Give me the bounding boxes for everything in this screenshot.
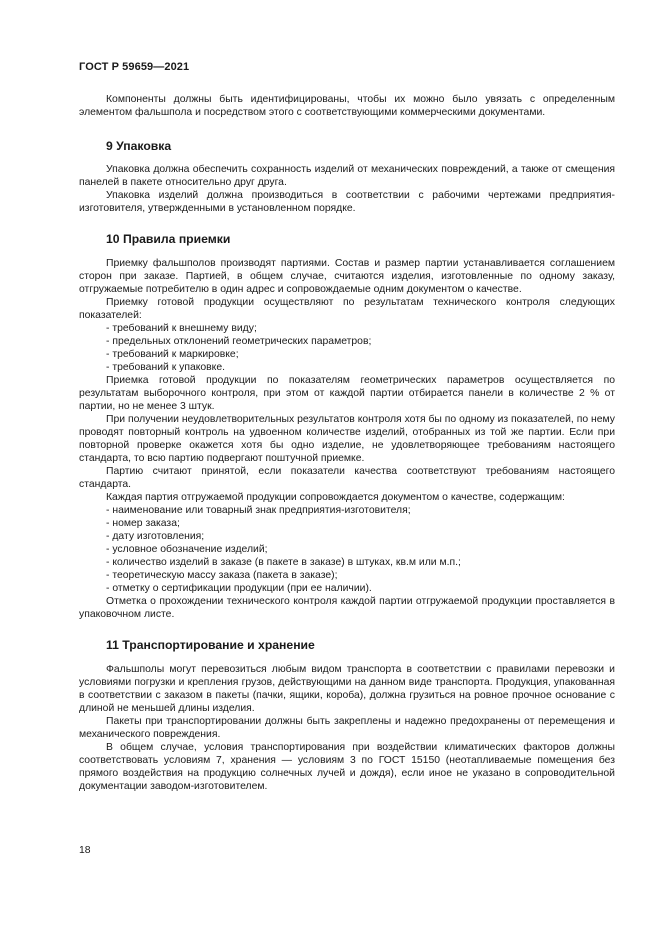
list-item: - требований к маркировке; [106, 349, 239, 360]
section-9-heading: 9 Упаковка [106, 139, 172, 153]
standard-header: ГОСТ Р 59659—2021 [79, 61, 190, 73]
list-item: - дату изготовления; [106, 531, 205, 542]
list-item: - условное обозначение изделий; [106, 544, 268, 555]
paragraph: При получении неудовлетворительных результатов контроля хотя бы по одному из показателей, по нему проводят повторный контроль на удвоенном количестве изделий, отобранных из той же партии. Если при повторной проверке окажется хотя бы одно изделие, не удовлетворяющее требованиям настоящего стандарта, то всю партию подвергают поштучной приемке. [79, 414, 615, 464]
page-content [79, 93, 615, 793]
paragraph: Фальшполы могут перевозиться любым видом транспорта в соответствии с правилами перевозки и условиями погрузки и крепления грузов, действующими на данном виде транспорта. Продукция, упакованная в соответствии с заказом в пакеты (пачки, ящики, короба), должна грузиться на ровное прочное основание с длиной не меньшей длины изделия. [79, 664, 615, 714]
intro-paragraph: Компоненты должны быть идентифицированы, чтобы их можно было увязать с определенным элементом фальшпола и посредством этого с соответствующими коммерческими документами. [79, 94, 615, 118]
list-item: - требований к внешнему виду; [106, 323, 257, 334]
list-item: - требований к упаковке. [106, 362, 226, 373]
section-10-heading: 10 Правила приемки [106, 232, 231, 246]
list-item: - теоретическую массу заказа (пакета в заказе); [106, 570, 338, 581]
list-item: - предельных отклонений геометрических параметров; [106, 336, 372, 347]
paragraph: Отметка о прохождении технического контроля каждой партии отгружаемой продукции проставляется в упаковочном листе. [79, 596, 615, 620]
paragraph: Приемку готовой продукции осуществляют по результатам технического контроля следующих показателей: [79, 297, 615, 321]
paragraph: Партию считают принятой, если показатели качества соответствуют требованиям настоящего стандарта. [79, 466, 615, 490]
paragraph: Упаковка должна обеспечить сохранность изделий от механических повреждений, а также от смещения панелей в пакете относительно друг друга. [79, 164, 615, 188]
paragraph: Приемка готовой продукции по показателям геометрических параметров осуществляется по результатам выборочного контроля, при этом от каждой партии отбирается панели в количестве 2 % от партии, но не менее 3 штук. [79, 375, 615, 412]
list-item: - количество изделий в заказе (в пакете в заказе) в штуках, кв.м или м.п.; [106, 557, 461, 568]
list-item: - наименование или товарный знак предприятия-изготовителя; [106, 505, 411, 516]
paragraph: Пакеты при транспортировании должны быть закреплены и надежно предохранены от перемещения и механического повреждения. [79, 716, 615, 740]
page-number: 18 [79, 845, 91, 856]
paragraph: Каждая партия отгружаемой продукции сопровождается документом о качестве, содержащим: [106, 492, 565, 503]
paragraph: Приемку фальшполов производят партиями. Состав и размер партии устанавливается соглашением сторон при заказе. Партией, в общем случае, считаются изделия, изготовленные по одному заказу, отгружаемые потребителю в один адрес и сопровождаемые одним документом о качестве. [79, 258, 615, 295]
paragraph: В общем случае, условия транспортирования при воздействии климатических факторов должны соответствовать условиям 7, хранения — условиям 3 по ГОСТ 15150 (неотапливаемые помещения без прямого воздействия на продукцию солнечных лучей и дождя), если иное не указано в сопроводительной документации заводом-изготовителем. [79, 742, 615, 792]
list-item: - отметку о сертификации продукции (при ее наличии). [106, 583, 372, 594]
paragraph: Упаковка изделий должна производиться в соответствии с рабочими чертежами предприятия-изготовителя, утвержденными в установленном порядке. [79, 190, 615, 214]
list-item: - номер заказа; [106, 518, 180, 529]
section-11-heading: 11 Транспортирование и хранение [106, 638, 315, 652]
